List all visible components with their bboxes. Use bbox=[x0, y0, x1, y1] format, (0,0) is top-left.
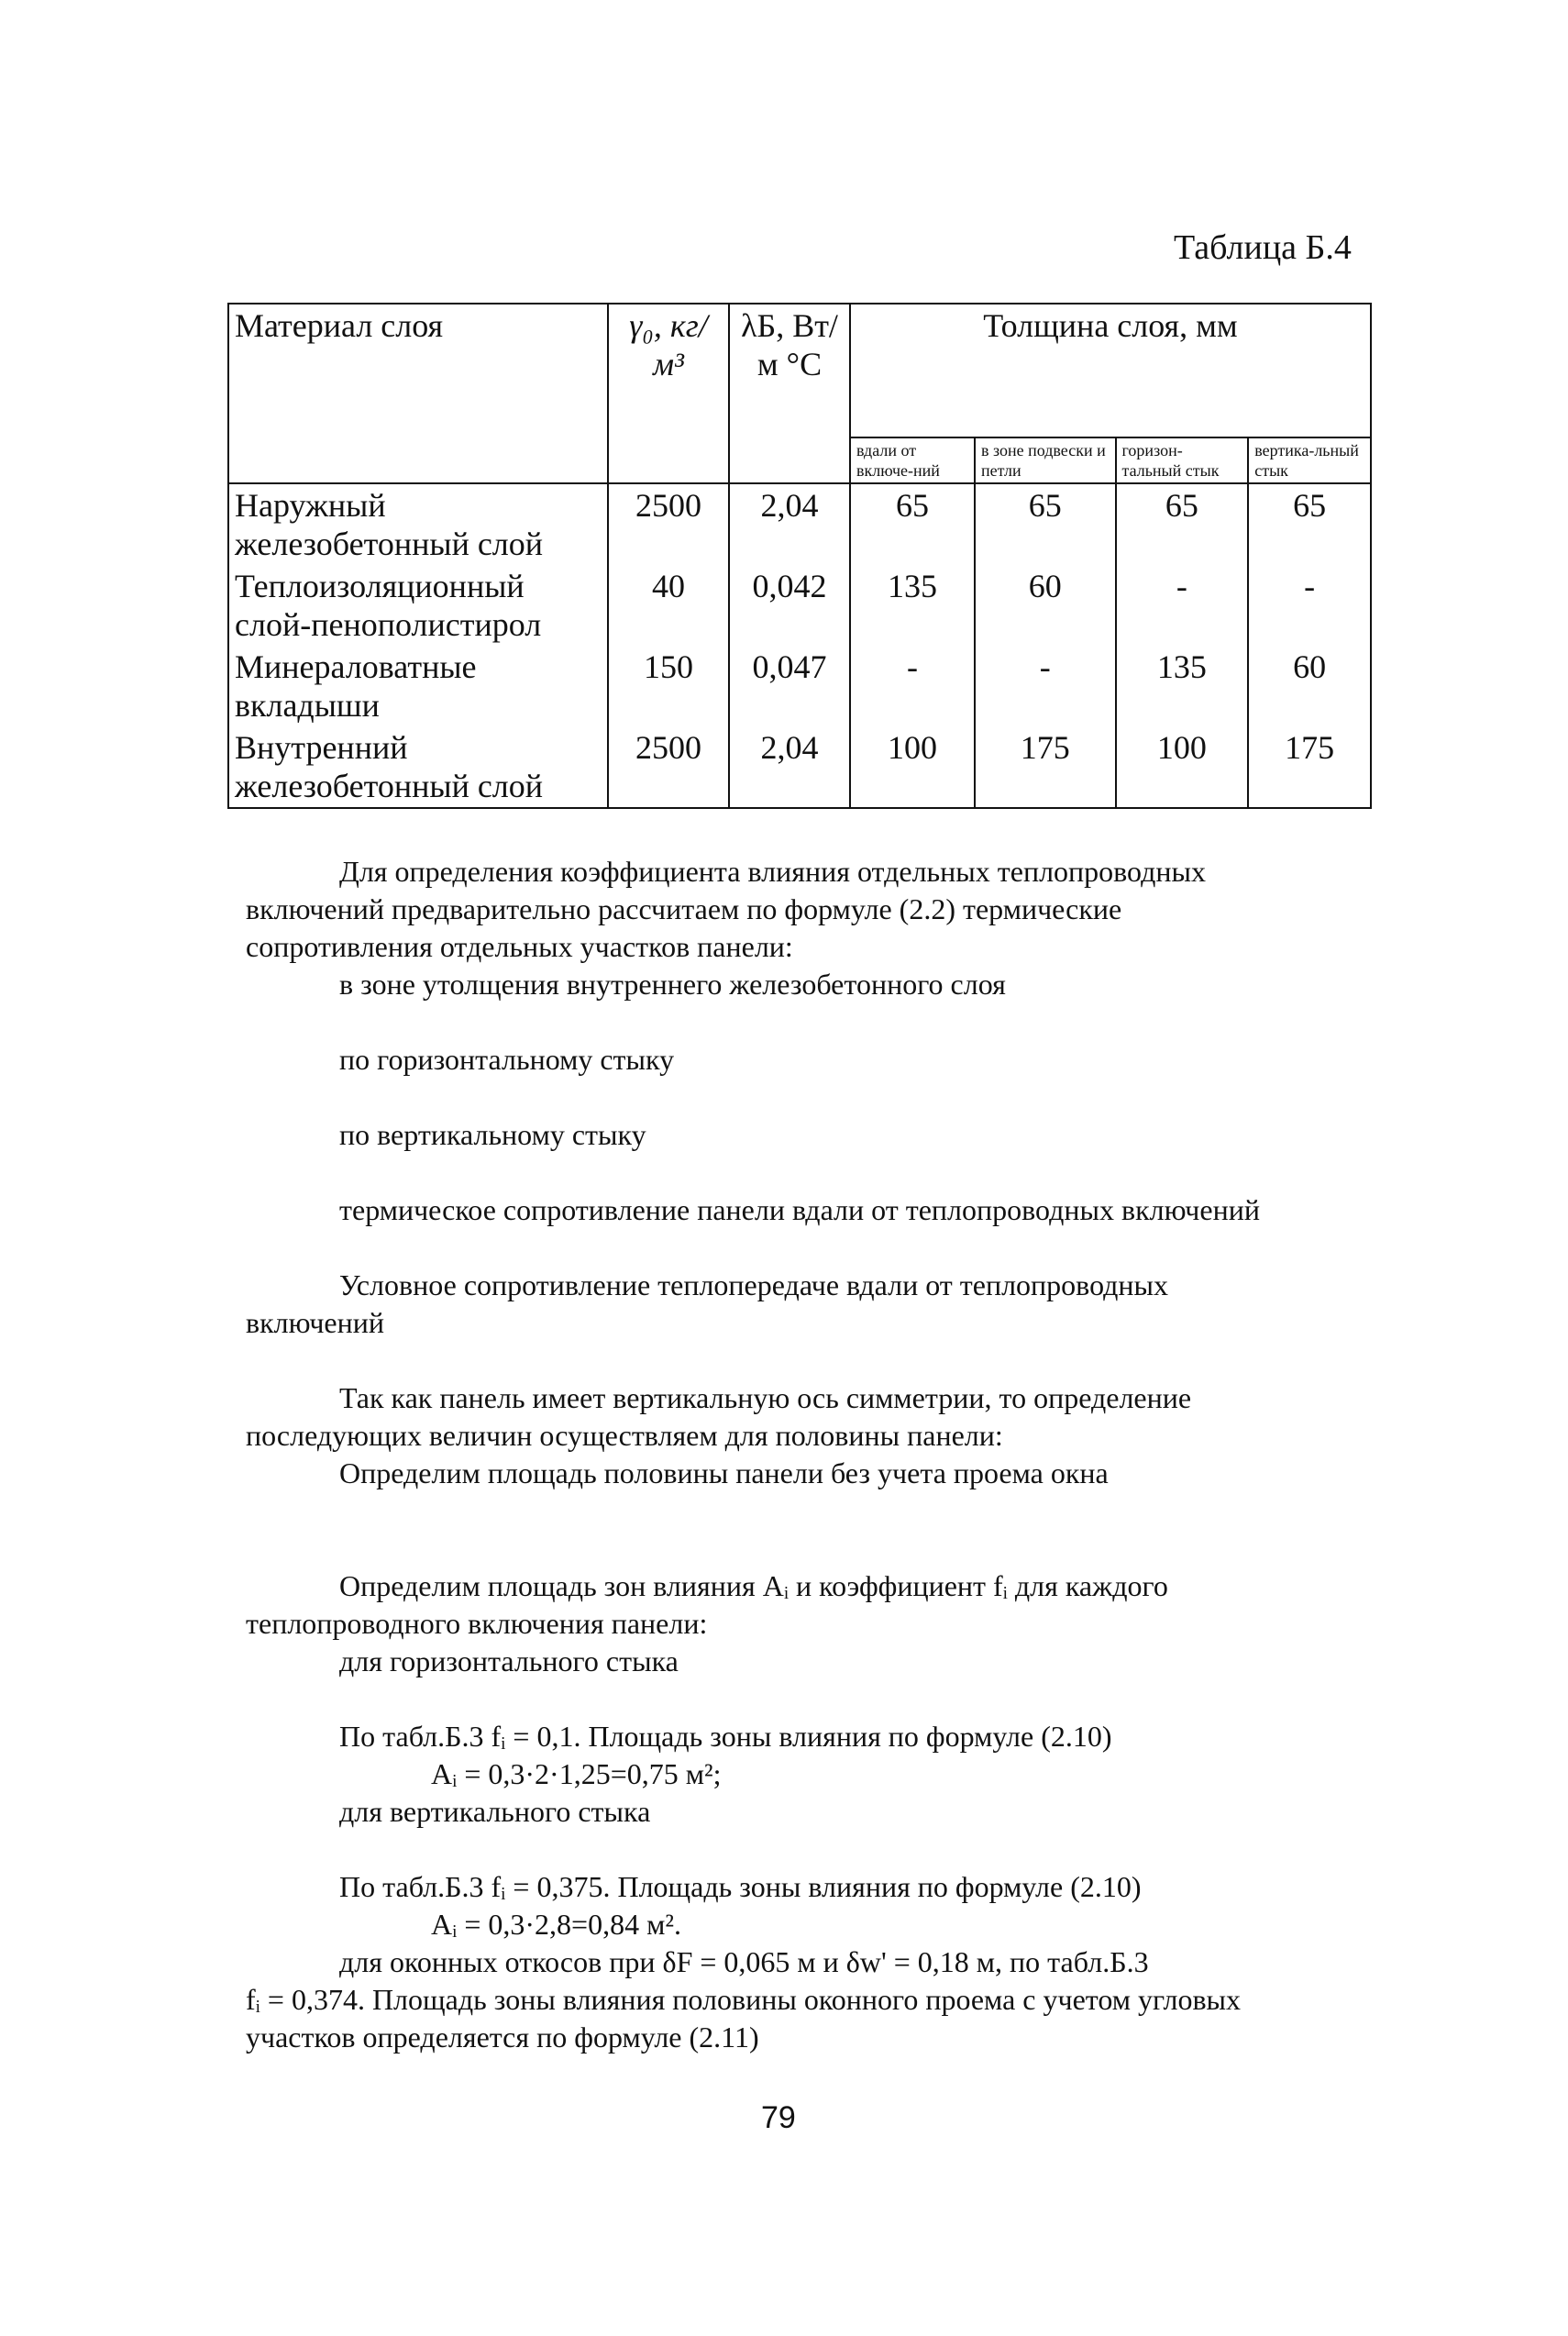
text-line: сопротивления отдельных участков панели: bbox=[246, 930, 793, 963]
text-line: для вертикального стыка bbox=[339, 1795, 651, 1828]
text-line: теплопроводного включения панели: bbox=[246, 1607, 708, 1640]
cell-thickness-3: - bbox=[1116, 565, 1249, 646]
table-row bbox=[228, 483, 1371, 565]
text-line: последующих величин осуществляем для половины панели: bbox=[246, 1419, 1003, 1452]
cell-material: Теплоизоляционный слой-пенополистирол bbox=[228, 565, 608, 646]
subheader-horizontal-joint: горизон-тальный стык bbox=[1116, 437, 1249, 483]
header-thickness-group: Толщина слоя, мм bbox=[850, 304, 1371, 437]
cell-thickness-4: 60 bbox=[1248, 646, 1371, 726]
text-line: Aᵢ = 0,3·2,8=0,84 м². bbox=[431, 1908, 681, 1941]
subheader-suspension-zone: в зоне подвески и петли bbox=[975, 437, 1116, 483]
text-line: fᵢ = 0,374. Площадь зоны влияния половины оконного проема с учетом угловых bbox=[246, 1983, 1242, 2016]
cell-thickness-3: 100 bbox=[1116, 726, 1249, 808]
text-line: включений предварительно рассчитаем по формуле (2.2) термические bbox=[246, 892, 1122, 925]
table-row bbox=[228, 565, 1371, 646]
text-line: Aᵢ = 0,3·2·1,25=0,75 м²; bbox=[431, 1757, 722, 1790]
cell-thickness-4: 175 bbox=[1248, 726, 1371, 808]
text-line: в зоне утолщения внутреннего железобетонного слоя bbox=[339, 968, 1006, 1001]
layer-thickness-table bbox=[227, 303, 1372, 809]
table-row bbox=[228, 646, 1371, 726]
cell-density: 2500 bbox=[608, 726, 729, 808]
cell-material: Наружный железобетонный слой bbox=[228, 483, 608, 565]
cell-lambda: 2,04 bbox=[729, 483, 850, 565]
text-line: Для определения коэффициента влияния отдельных теплопроводных bbox=[339, 855, 1207, 888]
text-line: По табл.Б.3 fᵢ = 0,1. Площадь зоны влияния по формуле (2.10) bbox=[339, 1720, 1112, 1753]
cell-thickness-2: 65 bbox=[975, 483, 1116, 565]
cell-thickness-3: 65 bbox=[1116, 483, 1249, 565]
text-line: по горизонтальному стыку bbox=[339, 1043, 675, 1076]
header-conductivity: λБ, Вт/м °С bbox=[729, 304, 850, 483]
cell-material: Внутренний железобетонный слой bbox=[228, 726, 608, 808]
table-caption: Таблица Б.4 bbox=[1174, 228, 1352, 267]
header-material: Материал слоя bbox=[228, 304, 608, 483]
page-number: 79 bbox=[761, 2100, 796, 2135]
header-density: γ₀, кг/м³ bbox=[608, 304, 729, 483]
text-line: Так как панель имеет вертикальную ось симметрии, то определение bbox=[339, 1381, 1192, 1414]
cell-thickness-2: 60 bbox=[975, 565, 1116, 646]
subheader-away-from-inclusions: вдали от включе-ний bbox=[850, 437, 975, 483]
cell-thickness-3: 135 bbox=[1116, 646, 1249, 726]
cell-lambda: 2,04 bbox=[729, 726, 850, 808]
cell-thickness-2: - bbox=[975, 646, 1116, 726]
text-line: Определим площадь половины панели без учета проема окна bbox=[339, 1456, 1109, 1489]
cell-thickness-1: 65 bbox=[850, 483, 975, 565]
cell-lambda: 0,042 bbox=[729, 565, 850, 646]
cell-thickness-4: 65 bbox=[1248, 483, 1371, 565]
text-line: участков определяется по формуле (2.11) bbox=[246, 2020, 759, 2054]
text-line: термическое сопротивление панели вдали от теплопроводных включений bbox=[339, 1193, 1260, 1226]
cell-thickness-1: 100 bbox=[850, 726, 975, 808]
cell-density: 2500 bbox=[608, 483, 729, 565]
cell-lambda: 0,047 bbox=[729, 646, 850, 726]
cell-density: 150 bbox=[608, 646, 729, 726]
cell-density: 40 bbox=[608, 565, 729, 646]
text-line: включений bbox=[246, 1306, 384, 1339]
text-line: Определим площадь зон влияния Aᵢ и коэффициент fᵢ для каждого bbox=[339, 1569, 1168, 1602]
cell-thickness-1: 135 bbox=[850, 565, 975, 646]
text-line: для горизонтального стыка bbox=[339, 1644, 679, 1677]
text-line: По табл.Б.3 fᵢ = 0,375. Площадь зоны влияния по формуле (2.10) bbox=[339, 1870, 1142, 1903]
table-row bbox=[228, 726, 1371, 808]
cell-material: Минераловатные вкладыши bbox=[228, 646, 608, 726]
text-line: по вертикальному стыку bbox=[339, 1118, 646, 1151]
text-line: Условное сопротивление теплопередаче вдали от теплопроводных bbox=[339, 1268, 1169, 1301]
cell-thickness-1: - bbox=[850, 646, 975, 726]
text-line: для оконных откосов при δF = 0,065 м и δw' = 0,18 м, по табл.Б.3 bbox=[339, 1945, 1149, 1978]
subheader-vertical-joint: вертика-льный стык bbox=[1248, 437, 1371, 483]
cell-thickness-4: - bbox=[1248, 565, 1371, 646]
cell-thickness-2: 175 bbox=[975, 726, 1116, 808]
